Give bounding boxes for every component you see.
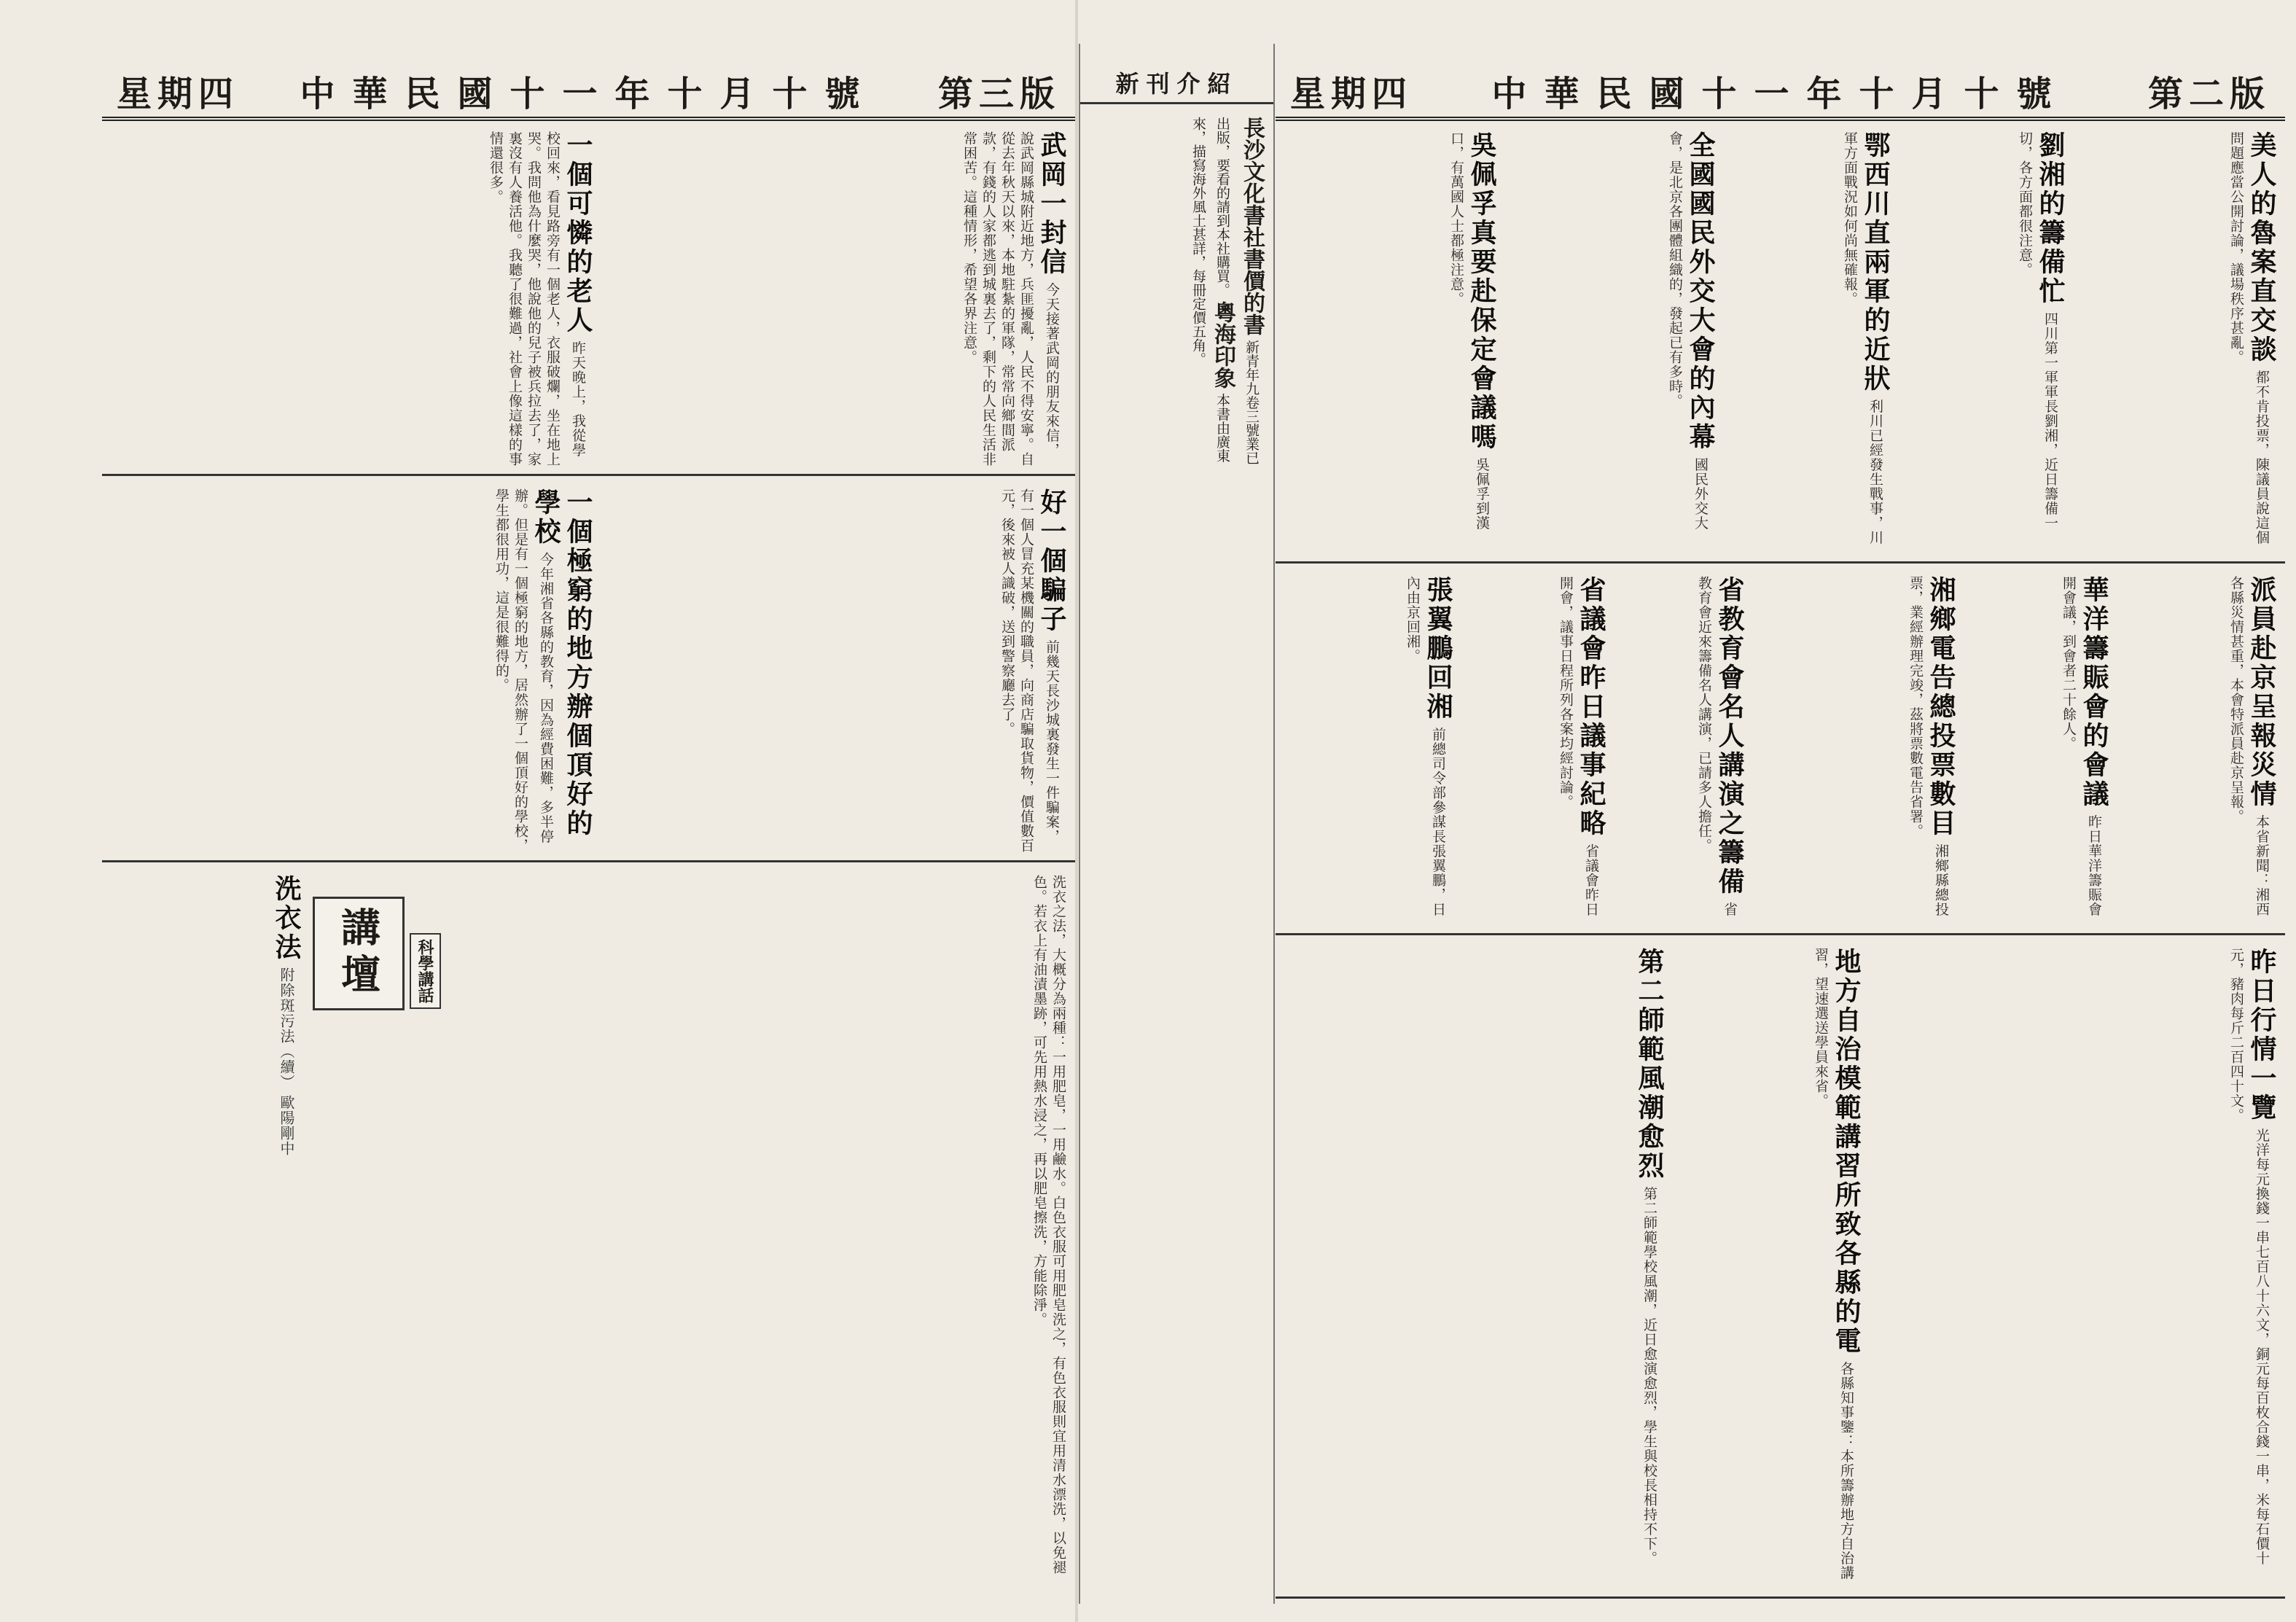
issue-date: 中華民國十一年十月十號 — [300, 74, 878, 114]
new-publications-column — [1079, 44, 1275, 1604]
article-body: 第二師範學校風潮，近日愈演愈烈，學生與校長相持不下。 — [1641, 1186, 1657, 1566]
headline: 華洋籌賑會的會議 — [2079, 576, 2109, 809]
article — [1286, 576, 1454, 926]
article — [2074, 131, 2278, 554]
article — [1286, 948, 1666, 1589]
article-body: 昨天晚上，我從學校回來，看見路旁有一個老人，衣服破爛，坐在地上哭。我問他為什麼哭，他說他的兒子被兵拉去了，家裏沒有人養活他。我聽了很難過，社會上像這樣的事情還很多。 — [488, 131, 586, 467]
article — [1964, 576, 2110, 926]
article — [2117, 576, 2278, 926]
article-body: 省教育會近來籌備名人講演，已請多人擔任。 — [1696, 576, 1738, 917]
headline: 洗衣法 — [271, 875, 302, 962]
article — [1505, 131, 1717, 554]
tier-3 — [1276, 940, 2285, 1599]
article-body: 省議會昨日開會，議事日程所列各案均經討論。 — [1558, 576, 1599, 917]
article — [113, 488, 594, 853]
notice-body: 本書由廣東來，描寫海外風土甚詳，每冊定價五角。 — [1190, 117, 1230, 463]
headline: 湘鄉電告總投票數目 — [1926, 576, 1956, 838]
article — [1673, 948, 1862, 1589]
article-body: 光洋每元換錢一串七百八十六文，銅元每百枚合錢一串，米每石價十元，豬肉每斤二百四十文。 — [2228, 948, 2270, 1566]
article-body: 湘鄉縣總投票，業經辦理完竣，茲將票數電告省署。 — [1908, 576, 1949, 917]
article — [1899, 131, 2066, 554]
headline: 派員赴京呈報災情 — [2246, 576, 2277, 809]
article — [601, 488, 1068, 853]
gutter-header: 新刊介紹 — [1080, 66, 1273, 104]
tier-1 — [102, 124, 1075, 476]
article-body: 今天接著武岡的朋友來信，說武岡縣城附近地方，兵匪擾亂，人民不得安寧。自從去年秋天以來，本地駐紮的軍隊，常常向鄉間派款，有錢的人家都逃到城裏去了，剩下的人民生活非常困苦。這種情形，希望各界注意。 — [961, 131, 1060, 467]
page-two — [1276, 44, 2285, 1604]
article-body: 前幾天長沙城裏發生一件騙案，有一個人冒充某機關的職員，向商店騙取貨物，價值數百元，後來被人識破，送到警察廳去了。 — [999, 488, 1060, 853]
edition-label: 第三版 — [937, 74, 1061, 114]
headline: 一個極窮的地方辦個頂好的學校 — [531, 488, 593, 838]
weekday: 星期四 — [117, 74, 240, 114]
article-body: 洗衣之法，大概分為兩種：一用肥皂，一用鹼水。白色衣服可用肥皂洗之，有色衣服則宜用清水漂洗，以免褪色。若衣上有油漬墨跡，可先用熱水浸之，再以肥皂擦洗，方能除淨。 — [1031, 875, 1066, 1575]
lecture-column-box: 講壇 — [313, 897, 405, 1010]
headline: 吳佩孚真要赴保定會議嗎 — [1467, 131, 1497, 452]
center-fold — [1075, 0, 1078, 1622]
article-body: 吳佩孚到漢口，有萬國人士都極注意。 — [1448, 131, 1490, 531]
notice-title: 粵海印象 — [1210, 301, 1235, 389]
article-body: 各縣知事鑒：本所籌辦地方自治講習，望速選送學員來省。 — [1813, 948, 1854, 1580]
headline: 鄂西川直兩軍的近狀 — [1860, 131, 1891, 394]
issue-date: 中華民國十一年十月十號 — [1491, 74, 2069, 114]
notice-body: 新青年九卷三號業已出版，要看的請到本社購買。 — [1214, 117, 1260, 465]
headline: 第二師範風潮愈烈 — [1634, 948, 1665, 1181]
weekday: 星期四 — [1290, 74, 1413, 114]
page-three — [102, 44, 1075, 1604]
article-body: 四川第一軍軍長劉湘，近日籌備一切，各方面都很注意。 — [2017, 131, 2058, 531]
article-body: 本省新聞：湘西各縣災情甚重，本會特派員赴京呈報。 — [2228, 576, 2270, 917]
tier-3 — [102, 867, 1075, 1596]
article — [1724, 131, 1891, 554]
edition-label: 第二版 — [2147, 74, 2270, 114]
article — [601, 131, 1068, 467]
article — [1286, 131, 1498, 554]
publication-notices — [1088, 117, 1266, 467]
tier-2 — [102, 481, 1075, 862]
author: 歐陽剛中 — [278, 1095, 295, 1157]
headline: 地方自治模範講習所致各縣的電 — [1831, 948, 1862, 1356]
tier-2 — [1276, 569, 2285, 935]
article — [113, 131, 594, 467]
headline: 武岡一封信 — [1036, 131, 1067, 277]
headline: 昨日行情一覽 — [2246, 948, 2277, 1123]
headline: 劉湘的籌備忙 — [2035, 131, 2066, 306]
article — [1614, 576, 1746, 926]
article — [1461, 576, 1607, 926]
headline: 張翼鵬回湘 — [1423, 576, 1453, 722]
headline: 全國國民外交大會的內幕 — [1685, 131, 1716, 452]
article-body: 前總司令部參謀長張翼鵬，日內由京回湘。 — [1405, 576, 1446, 917]
subtitle: 附除斑污法（續） — [278, 967, 295, 1091]
article-body: 都不肯投票，陳議員說這個問題應當公開討論，議場秩序甚亂。 — [2228, 131, 2270, 545]
headline: 省議會昨日議事紀略 — [1576, 576, 1606, 838]
masthead-page-three — [102, 44, 1075, 121]
article-body: 昨日華洋籌賑會開會議，到會者二十餘人。 — [2061, 576, 2102, 917]
article — [113, 875, 302, 1589]
tier-1 — [1276, 124, 2285, 564]
article-body-columns — [456, 875, 1068, 1589]
article — [1870, 948, 2278, 1589]
notice-title: 長沙文化書社書價的書 — [1239, 117, 1265, 335]
article-body: 國民外交大會，是北京各團體組織的，發起已有多時。 — [1667, 131, 1709, 531]
headline: 好一個騙子 — [1036, 488, 1067, 634]
science-talk-label: 科學講話 — [410, 933, 441, 1009]
article-body: 今年湘省各縣的教育，因為經費困難，多半停辦。但是有一個極窮的地方，居然辦了一個頂好的學校，學生都很用功，這是很難得的。 — [493, 488, 554, 853]
article-body: 利川已經發生戰事，川軍方面戰況如何尚無確報。 — [1842, 131, 1883, 545]
headline: 一個可憐的老人 — [563, 131, 593, 335]
headline: 美人的魯案直交談 — [2246, 131, 2277, 364]
masthead-page-two — [1276, 44, 2285, 121]
headline: 省教育會名人講演之籌備 — [1714, 576, 1745, 897]
article — [1753, 576, 1957, 926]
